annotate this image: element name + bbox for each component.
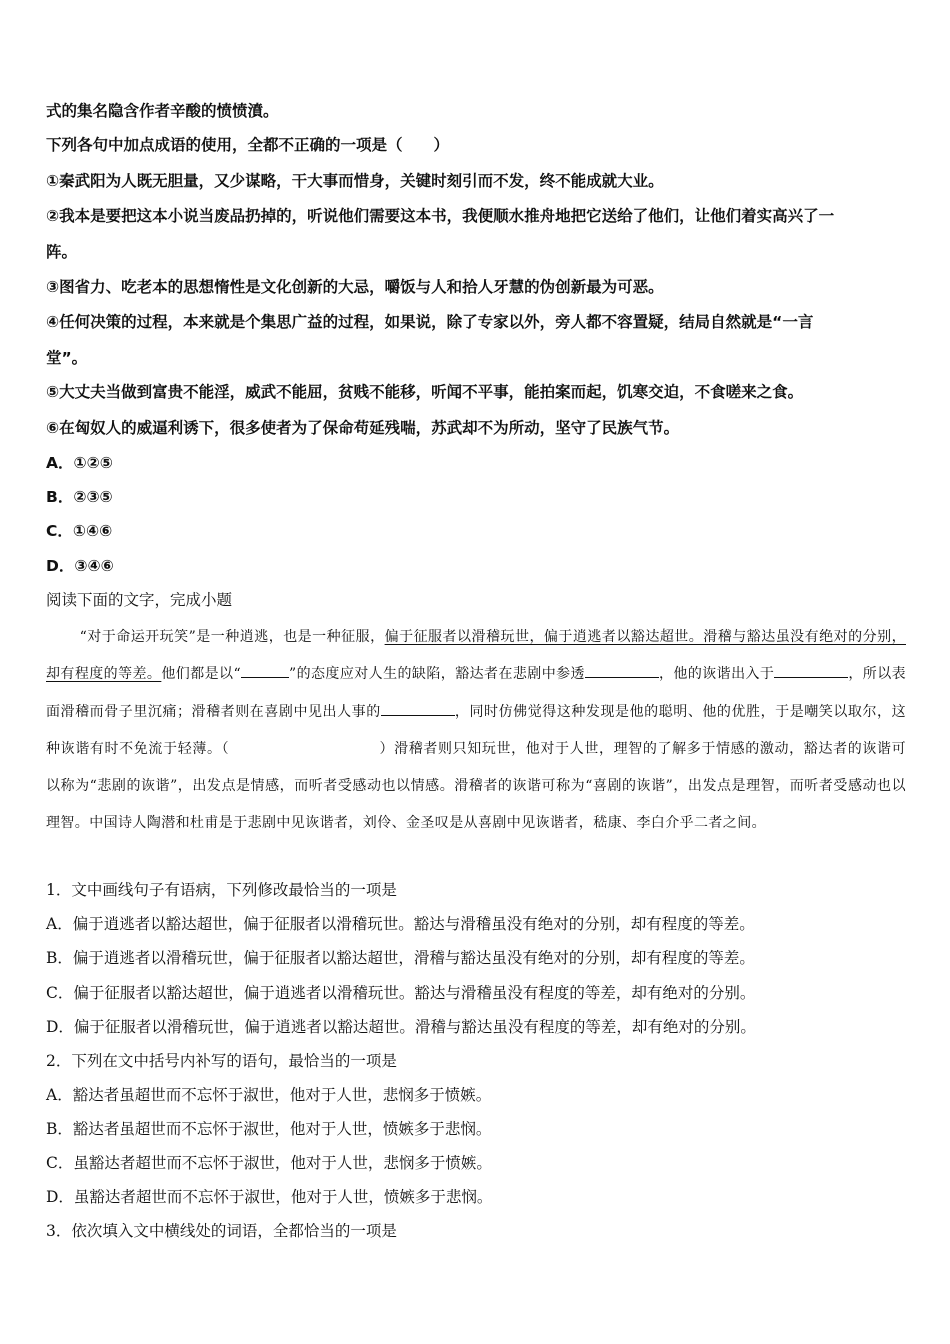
sentence-3: ③图省力、吃老本的思想惰性是文化创新的大忌，嚼饭与人和拾人牙慧的伪创新最为可恶。 bbox=[46, 278, 664, 296]
passage-a: 他们都是以“ bbox=[161, 666, 242, 683]
passage-f: ）滑稽者则只知玩世，他对于人世，理智的了解多于情感的激动，豁达者的诙谐可以称为“悲剧的诙谐”，出发点是情感，而听者受感动也以情感。滑稽者的诙谐可称为“喜剧的诙谐”，出发点是理智，而听者受感动也以理智。中国诗人陶潜和杜甫是于悲剧中见诙谐者，刘伶、金圣叹是从喜剧中见诙谐者，嵇康、李白介乎二者之间。 bbox=[46, 740, 907, 832]
q2-option-c: C．虽豁达者超世而不忘怀于淑世，他对于人世，悲悯多于愤嫉。 bbox=[46, 1154, 492, 1172]
option-b: B．②③⑤ bbox=[46, 488, 113, 506]
blank-3 bbox=[774, 663, 848, 678]
sentence-4: ④任何决策的过程，本来就是个集思广益的过程，如果说，除了专家以外，旁人都不容置疑，结局自然就是“一言 bbox=[46, 313, 814, 331]
q1-stem: 1．文中画线句子有语病，下列修改最恰当的一项是 bbox=[46, 881, 397, 899]
q2-option-d: D．虽豁达者超世而不忘怀于淑世，他对于人世，愤嫉多于悲悯。 bbox=[46, 1188, 493, 1206]
q1-option-a: A．偏于逍逃者以豁达超世，偏于征服者以滑稽玩世。豁达与滑稽虽没有绝对的分别，却有程度的等差。 bbox=[46, 915, 755, 933]
sentence-6: ⑥在匈奴人的威逼利诱下，很多使者为了保命苟延残喘，苏武却不为所动，坚守了民族气节。 bbox=[46, 419, 680, 437]
reading-passage bbox=[46, 619, 906, 843]
q3-stem: 3．依次填入文中横线处的词语，全都恰当的一项是 bbox=[46, 1222, 397, 1240]
passage-d: ，所以表面滑稽而骨子里沉痛；滑稽者则在喜剧中见出人事的 bbox=[46, 666, 907, 720]
q2-option-a: A．豁达者虽超世而不忘怀于淑世，他对于人世，悲悯多于愤嫉。 bbox=[46, 1086, 492, 1104]
blank-4 bbox=[381, 701, 455, 716]
blank-2 bbox=[585, 663, 659, 678]
q1-option-d: D．偏于征服者以滑稽玩世，偏于逍逃者以豁达超世。滑稽与豁达虽没有程度的等差，却有绝对的分别。 bbox=[46, 1018, 756, 1036]
q2-stem: 2．下列在文中括号内补写的语句，最恰当的一项是 bbox=[46, 1052, 397, 1070]
q1-option-b: B．偏于逍逃者以滑稽玩世，偏于征服者以豁达超世，滑稽与豁达虽没有绝对的分别，却有程度的等差。 bbox=[46, 949, 755, 967]
reading-heading: 阅读下面的文字，完成小题 bbox=[46, 591, 233, 609]
passage-e: ，同时仿佛觉得这种发现是他的聪明、他的优胜，于是嘲笑以取尔，这种诙谐有时不免流于轻薄。（ bbox=[46, 703, 906, 757]
sentence-2-cont: 阵。 bbox=[46, 243, 78, 261]
blank-1 bbox=[241, 663, 289, 678]
intro-tail: 式的集名隐含作者辛酸的愤愤濆。 bbox=[46, 102, 279, 120]
question-stem: 下列各句中加点成语的使用，全都不正确的一项是（ ） bbox=[46, 136, 450, 154]
sentence-1: ①秦武阳为人既无胆量，又少谋略，干大事而惜身，关键时刻引而不发，终不能成就大业。 bbox=[46, 172, 664, 190]
underlined-sentence: 偏于征服者以滑稽玩世，偏于逍逃者以豁达超世。滑稽与豁达虽没有绝对的分别，却有程度的等差。 bbox=[46, 629, 906, 683]
passage-b: ”的态度应对人生的缺陷，豁达者在悲剧中参透 bbox=[289, 666, 585, 683]
sentence-4-cont: 堂”。 bbox=[46, 349, 88, 367]
q2-option-b: B．豁达者虽超世而不忘怀于淑世，他对于人世，愤嫉多于悲悯。 bbox=[46, 1120, 492, 1138]
sentence-2: ②我本是要把这本小说当废品扔掉的，听说他们需要这本书，我便顺水推舟地把它送给了他们，让他们着实高兴了一 bbox=[46, 207, 835, 225]
option-a: A．①②⑤ bbox=[46, 454, 113, 472]
passage-open: “对于命运开玩笑”是一种逍逃，也是一种征服， bbox=[79, 629, 385, 645]
option-c: C．①④⑥ bbox=[46, 522, 113, 540]
option-d: D．③④⑥ bbox=[46, 557, 114, 575]
passage-c: ，他的诙谐出入于 bbox=[658, 666, 775, 683]
sentence-5: ⑤大丈夫当做到富贵不能淫，威武不能屈，贫贱不能移，听闻不平事，能拍案而起，饥寒交迫，不食嗟来之食。 bbox=[46, 383, 804, 401]
q1-option-c: C．偏于征服者以豁达超世，偏于逍逃者以滑稽玩世。豁达与滑稽虽没有程度的等差，却有绝对的分别。 bbox=[46, 984, 756, 1002]
